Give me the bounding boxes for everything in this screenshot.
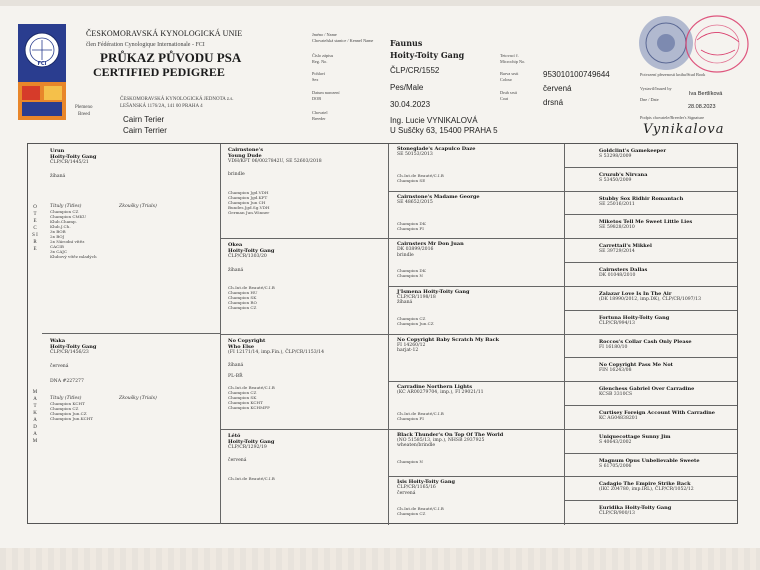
dam-reg: ČLP/CR/1456/23 bbox=[50, 350, 89, 355]
great-great-grandparent-cell bbox=[565, 168, 737, 192]
great-grandparent-title: Ch.Int.de Beauté/C.I.B bbox=[397, 173, 444, 178]
sire-kennel: Hoity-Toity Gang bbox=[50, 154, 97, 160]
great-great-grandparent-name: Stubby Sox Ridhir Romantach bbox=[599, 195, 684, 202]
breeder-label: Chovatel bbox=[312, 110, 328, 115]
great-grandparent-color: žíhaná bbox=[397, 300, 413, 306]
great-great-grandparent-cell bbox=[565, 382, 737, 406]
dam-title: Champion Jun.CZ bbox=[50, 411, 87, 417]
great-grandparent-title: Champion CZ bbox=[397, 315, 426, 321]
great-grandparent-title: Champion DK bbox=[397, 220, 426, 226]
great-grandparent-cell bbox=[389, 144, 565, 192]
great-grandparent-title: Champion DK bbox=[397, 268, 426, 274]
sire-name: Urun bbox=[50, 148, 65, 154]
great-grandparent-name: No Copyright Baby Scratch My Back bbox=[397, 336, 500, 343]
great-grandparent-color: harjat-12 bbox=[397, 347, 419, 353]
dog-kennel: Hoity-Toity Gang bbox=[390, 50, 465, 60]
great-grandparent-title: Champion N bbox=[397, 458, 424, 464]
grandparent-title: Champion KCHT bbox=[228, 399, 263, 405]
sire-title: 3x BOB bbox=[50, 229, 66, 235]
great-great-grandparent-cell bbox=[565, 239, 737, 263]
great-great-grandparent-name: Carrettail's Mikkel bbox=[599, 243, 652, 250]
date-label: Dne / Date bbox=[640, 97, 659, 102]
paper-edge-bottom bbox=[0, 548, 760, 570]
grandparent-reg: (FI 12171/14, imp.Fin.), ČLP/CR/1153/14 bbox=[228, 349, 325, 355]
grandparent-kennel: Hoity-Toity Gang bbox=[228, 438, 275, 445]
svg-text:FCI: FCI bbox=[37, 61, 47, 67]
kennel-stamp-icon bbox=[683, 12, 751, 76]
dam-trials-label: Zkoušky (Trials) bbox=[119, 396, 157, 401]
great-great-grandparent-reg: S 53298/2009 bbox=[599, 154, 632, 159]
breed-cz: Cairn Terier bbox=[123, 115, 165, 124]
great-great-grandparent-name: Glenchess Gabriel Over Carradine bbox=[599, 386, 695, 393]
great-great-grandparent-name: Fortuna Hoity-Toity Gang bbox=[599, 314, 670, 321]
reg-value: ČLP/CR/1552 bbox=[390, 66, 440, 75]
great-grandparent-cell bbox=[389, 477, 565, 525]
coat-value: drsná bbox=[543, 98, 564, 107]
great-great-grandparent-cell bbox=[565, 406, 737, 430]
great-grandparent-name: Carradine Northern Lights bbox=[397, 384, 473, 391]
dob-value: 30.04.2023 bbox=[390, 100, 431, 109]
breeder-signature-label: Podpis chovatele/Breeder's Signature bbox=[640, 115, 705, 120]
grandparent-kennel: Hoity-Toity Gang bbox=[228, 248, 275, 255]
great-great-grandparent-reg: (DK 18990/2012, imp.DK), ČLP/CR/1097/13 bbox=[599, 296, 702, 302]
dam-title: Champion CZ bbox=[50, 406, 79, 412]
sex-label: Pohlaví bbox=[312, 71, 326, 76]
sire-trials-label: Zkoušky (Trials) bbox=[119, 204, 157, 209]
fci-member: člen Fédération Cynologique Internationale - FCI bbox=[86, 42, 205, 48]
paper-edge-top bbox=[0, 0, 760, 6]
grandparent-cell bbox=[221, 430, 389, 525]
issuer-line2: LEŠANSKÁ 1176/2A, 141 00 PRAHA 4 bbox=[120, 104, 203, 109]
dob-label: Datum narození bbox=[312, 90, 340, 95]
dam-side-text: M A T K A D A M bbox=[32, 390, 41, 444]
great-great-grandparent-name: Euridika Hoity-Toity Gang bbox=[599, 505, 672, 512]
great-great-grandparent-cell bbox=[565, 144, 737, 168]
grandparent-title: Champion RO bbox=[228, 300, 257, 306]
great-grandparent-color: wheaten/brindle bbox=[397, 443, 436, 449]
dam-color: červená bbox=[50, 364, 69, 370]
great-great-grandparent-cell bbox=[565, 311, 737, 335]
colour-label: Barva srsti bbox=[500, 71, 519, 76]
great-great-grandparent-name: Curtisey Foreign Account With Carradine bbox=[599, 409, 715, 416]
grandparent-title: Champion Jun CH bbox=[228, 200, 266, 205]
great-grandparent-cell bbox=[389, 192, 565, 240]
great-great-grandparent-name: Roccos's Collar Cash Only Please bbox=[599, 338, 692, 345]
studbook-label: Potvrzení přezenosti kniha/Stud Book bbox=[640, 72, 706, 77]
great-great-grandparent-cell bbox=[565, 192, 737, 216]
sire-title: 3x CAJC bbox=[50, 249, 68, 255]
great-grandparent-title: Champion FI bbox=[397, 416, 424, 422]
sire-color: žíhaná bbox=[50, 174, 66, 180]
great-great-grandparent-name: Cadagio The Empire Strike Back bbox=[599, 481, 691, 488]
dam-title: Champion KCHT bbox=[50, 401, 85, 407]
great-grandparent-reg: FI 14260/12 bbox=[397, 342, 426, 348]
dob-label-en: DOB bbox=[312, 96, 322, 101]
great-great-grandparent-reg: (IKC Z04780, imp.IRL), ČLP/CR/1052/12 bbox=[599, 487, 694, 493]
great-great-grandparent-reg: KCSB 3310CS bbox=[599, 392, 633, 398]
pedigree-table bbox=[27, 143, 738, 524]
sire-side-label bbox=[32, 204, 40, 253]
great-grandparent-color: brindle bbox=[397, 252, 414, 258]
great-great-grandparent-reg: ČLP/CR/994/13 bbox=[599, 320, 635, 326]
breeder-label-en: Breeder bbox=[312, 116, 326, 121]
grandparent-cell bbox=[221, 239, 389, 334]
great-great-grandparent-name: No Copyright Pass Me Not bbox=[599, 362, 673, 369]
sex-label-en: Sex bbox=[312, 77, 319, 82]
great-grandparent-name: Stoneglade's Acapulco Daze bbox=[397, 146, 476, 152]
breeder-name: Ing. Lucie VYNIKALOVÁ bbox=[390, 116, 478, 125]
dam-cell bbox=[42, 334, 221, 524]
great-great-grandparent-reg: DK 01048/2010 bbox=[599, 273, 636, 279]
dam-titles-label: Tituly (Titles) bbox=[50, 396, 82, 401]
kennel-label: Chovatelská stanice / Kennel Name bbox=[312, 38, 374, 43]
grandparent-color: brindle bbox=[228, 172, 245, 178]
great-great-grandparent-cell bbox=[565, 287, 737, 311]
great-grandparent-title: Ch.Int.de Beauté/C.I.B bbox=[397, 411, 444, 417]
grandparent-title: Champion KCHMFP bbox=[228, 404, 270, 410]
grandparent-name: Létó bbox=[228, 432, 241, 439]
great-grandparent-reg: SE 48652/2015 bbox=[397, 199, 433, 205]
dam-kennel: Hoity-Toity Gang bbox=[50, 344, 97, 350]
sire-side-text: O T E C S I R E bbox=[32, 205, 41, 252]
great-grandparent-cell bbox=[389, 382, 565, 430]
sire-title: CACIB bbox=[50, 244, 64, 250]
grandparent-cell bbox=[221, 335, 389, 430]
sire-title: Champion CZ bbox=[50, 209, 79, 215]
grandparent-kennel: Young Dude bbox=[228, 153, 262, 159]
breeder-address: U Suščky 63, 15400 PRAHA 5 bbox=[390, 126, 498, 135]
grandparent-reg: ČLP/CR/1303/20 bbox=[228, 254, 267, 260]
breed-en: Cairn Terrier bbox=[123, 126, 167, 135]
dam-name: Waka bbox=[50, 338, 66, 344]
reg-label-en: Reg. No. bbox=[312, 59, 328, 64]
grandparent-title: Champion HU bbox=[228, 290, 258, 296]
great-grandparent-name: Cairnsters Mr Don Juan bbox=[397, 241, 464, 248]
great-grandparent-reg: (KC AR00279704, imp.), FI 29021/11 bbox=[397, 390, 484, 396]
great-grandparent-title: Champion Jun.CZ bbox=[397, 320, 434, 326]
grandparent-name: Okea bbox=[228, 242, 243, 249]
grandparent-title: Ch.Int.de Beauté/C.I.B bbox=[228, 384, 275, 390]
sire-title: 2x BOJ bbox=[50, 234, 65, 240]
grandparent-title: Champion SK bbox=[228, 295, 257, 301]
great-grandparent-cell bbox=[389, 287, 565, 335]
great-great-grandparent-cell bbox=[565, 430, 737, 454]
issue-date: 28.08.2023 bbox=[688, 104, 716, 110]
great-grandparent-reg: (NO 51585/13, imp.), NHSB 2937925 bbox=[397, 437, 485, 443]
great-grandparent-reg: DK 03899/2016 bbox=[397, 247, 434, 253]
sex-value: Pes/Male bbox=[390, 83, 424, 92]
dam-title: Champion Jun.KCHT bbox=[50, 416, 94, 422]
great-grandparent-name: Isis Hoity-Toity Gang bbox=[397, 479, 456, 486]
grandparent-name: Cairnstone's bbox=[228, 147, 264, 153]
colour-label-en: Colour bbox=[500, 77, 512, 82]
sire-title: Klubový vítěz mladých bbox=[50, 254, 97, 260]
sire-title: 2x Národní vítěz bbox=[50, 239, 85, 245]
grandparent-title: Ch.Int.de Beauté/C.I.B bbox=[228, 475, 275, 481]
sire-title: Champion CMKU bbox=[50, 214, 87, 220]
name-label: Jméno / Name bbox=[312, 32, 337, 37]
grandparent-title: Champion CZ bbox=[228, 305, 257, 311]
sire-reg: ČLP/CR/1445/21 bbox=[50, 160, 89, 165]
chip-label-en: Microchip No. bbox=[500, 59, 526, 64]
great-great-grandparent-reg: SE 59828/2010 bbox=[599, 225, 635, 231]
sire-cell bbox=[42, 144, 221, 334]
great-great-grandparent-reg: SE 25016/2011 bbox=[599, 201, 635, 207]
sire-titles-label: Tituly (Titles) bbox=[50, 204, 82, 209]
great-great-grandparent-cell bbox=[565, 454, 737, 478]
great-grandparent-name: J'Ismena Hoity-Toity Gang bbox=[397, 288, 470, 295]
grandparent-title: Champion Jgd.VDH bbox=[228, 190, 269, 195]
grandparent-color: žíhaná bbox=[228, 267, 244, 273]
great-grandparent-reg: ČLP/CR/1198/18 bbox=[397, 294, 436, 300]
great-great-grandparent-reg: ČLP/CR/900/13 bbox=[599, 511, 635, 517]
great-great-grandparent-reg: S 40643/2002 bbox=[599, 439, 632, 445]
great-grandparent-cell bbox=[389, 430, 565, 478]
grandparent-extra: PL-BŘ bbox=[228, 374, 243, 380]
chip-value: 953010100749644 bbox=[543, 70, 610, 79]
great-grandparent-title: Champion N bbox=[397, 273, 424, 279]
grandparent-kennel: Who Else bbox=[228, 343, 255, 350]
chip-label: Tetovací č. bbox=[500, 53, 519, 58]
dam-side-label bbox=[32, 389, 40, 445]
great-grandparent-title: Ch.Int.de Beauté/C.I.B bbox=[397, 506, 444, 512]
grandparent-title: Champion Jgd.KFT bbox=[228, 195, 268, 200]
great-great-grandparent-cell bbox=[565, 358, 737, 382]
great-grandparent-color: červená bbox=[397, 490, 416, 496]
great-grandparent-reg: ČLP/CR/1165/16 bbox=[397, 485, 436, 491]
title-cz: PRŮKAZ PŮVODU PSA bbox=[100, 50, 242, 65]
reg-label: Číslo zápisu bbox=[312, 53, 334, 58]
great-great-grandparent-reg: S 53450/2009 bbox=[599, 177, 632, 183]
great-great-grandparent-name: Zalazar Love Is In The Air bbox=[599, 290, 672, 297]
grandparent-cell bbox=[221, 144, 389, 239]
issuer-signer: Iva Bertlíková bbox=[689, 91, 723, 97]
grandparent-title: Bundes.Jgd.Sg.VDH bbox=[228, 205, 270, 210]
ckmu-fci-logo bbox=[18, 24, 66, 120]
plemeno-label: Plemeno bbox=[75, 105, 93, 110]
issuer-line1: ČESKOMORAVSKÁ KYNOLOGICKÁ JEDNOTA z.s. bbox=[120, 97, 234, 102]
title-en: CERTIFIED PEDIGREE bbox=[93, 65, 225, 79]
great-great-grandparent-name: Uniquecottage Sunny Jim bbox=[599, 433, 671, 440]
great-great-grandparent-name: Cairnsters Dallas bbox=[599, 267, 648, 274]
sire-title: Klub.Champ. bbox=[50, 219, 77, 225]
grandparent-title: German Jun.Winner bbox=[228, 210, 270, 215]
grandparent-color: červená bbox=[228, 458, 247, 464]
union-name: ČESKOMORAVSKÁ KYNOLOGICKÁ UNIE bbox=[86, 29, 243, 38]
grandparent-title: Champion SK bbox=[228, 394, 257, 400]
great-great-grandparent-name: Magnum Opus Unbelievable Sweete bbox=[599, 457, 700, 464]
great-grandparent-cell bbox=[389, 335, 565, 383]
colour-value: červená bbox=[543, 84, 572, 93]
great-grandparent-cell bbox=[389, 239, 565, 287]
breed-label: Breed bbox=[78, 112, 90, 117]
great-grandparent-name: Cairnstone's Madame George bbox=[397, 193, 480, 200]
grandparent-name: No Copyright bbox=[228, 337, 266, 344]
great-great-grandparent-cell bbox=[565, 501, 737, 525]
grandparent-reg: VDH/KFT 06/0027842U, SE 52603/2018 bbox=[228, 159, 322, 164]
dog-name: Faunus bbox=[390, 38, 423, 48]
great-grandparent-title: Champion SE bbox=[397, 178, 426, 183]
great-grandparent-title: Champion CZ bbox=[397, 511, 426, 517]
grandparent-title: Champion CZ bbox=[228, 389, 257, 395]
great-great-grandparent-cell bbox=[565, 477, 737, 501]
coat-label-en: Coat bbox=[500, 96, 509, 101]
great-great-grandparent-cell bbox=[565, 335, 737, 359]
great-great-grandparent-reg: KC AG04838201 bbox=[599, 415, 638, 421]
great-great-grandparent-cell bbox=[565, 215, 737, 239]
grandparent-reg: ČLP/CR/1292/19 bbox=[228, 444, 267, 450]
great-great-grandparent-reg: FIN 16243/08 bbox=[599, 368, 632, 374]
great-great-grandparent-cell bbox=[565, 263, 737, 287]
great-great-grandparent-name: Cruzub's Nirvana bbox=[599, 171, 648, 178]
great-grandparent-title: Champion FI bbox=[397, 225, 424, 231]
issued-by-label: Vystavil/Issued by bbox=[640, 86, 672, 91]
breeder-signature: Vynikalova bbox=[643, 122, 725, 137]
great-great-grandparent-reg: FI 16180/10 bbox=[599, 344, 628, 350]
great-grandparent-name: Black Thunder's On Top Of The World bbox=[397, 431, 504, 438]
grandparent-color: žíhaná bbox=[228, 362, 244, 368]
great-grandparent-reg: SE 50153/2013 bbox=[397, 152, 433, 157]
sire-title: Klub.J.Ch. bbox=[50, 224, 71, 230]
grandparent-title: Ch.Int.de Beauté/C.I.B bbox=[228, 285, 275, 291]
dam-dna: DNA #227277 bbox=[50, 378, 84, 384]
coat-label: Druh srsti bbox=[500, 90, 518, 95]
great-great-grandparent-reg: S 61705/2006 bbox=[599, 463, 632, 469]
great-great-grandparent-reg: SE 39729/2014 bbox=[599, 249, 635, 255]
great-great-grandparent-name: Miketos Tell Me Sweet Little Lies bbox=[599, 219, 693, 226]
great-great-grandparent-name: Goldclint's Gamekeeper bbox=[599, 148, 666, 154]
